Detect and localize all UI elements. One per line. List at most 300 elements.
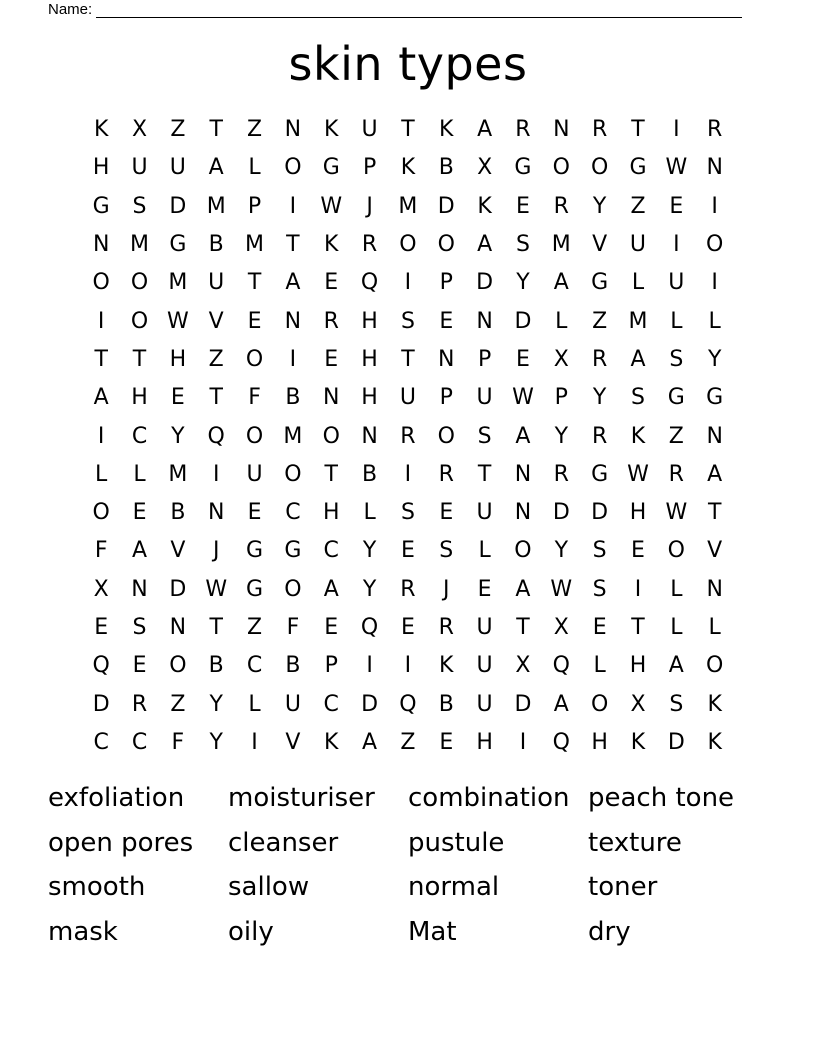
grid-letter: D — [169, 193, 187, 219]
grid-letter: I — [212, 461, 220, 487]
grid-letter: K — [707, 691, 722, 717]
grid-letter: O — [399, 232, 417, 258]
grid-letter: D — [591, 500, 609, 526]
word-bank-item: normal — [408, 872, 500, 903]
grid-letter: K — [324, 232, 339, 258]
grid-letter: R — [553, 461, 569, 487]
grid-letter: I — [97, 423, 105, 449]
grid-letter: A — [131, 538, 148, 564]
grid-letter: S — [669, 346, 684, 372]
grid-letter: H — [169, 346, 187, 372]
grid-letter: E — [247, 308, 262, 334]
grid-letter: G — [92, 193, 110, 219]
grid-letter: U — [361, 117, 378, 143]
grid-letter: U — [169, 155, 186, 181]
grid-letter: S — [592, 576, 607, 602]
grid-letter: S — [592, 538, 607, 564]
grid-letter: A — [477, 117, 493, 143]
grid-letter: T — [247, 270, 262, 296]
grid-letter: W — [550, 576, 573, 602]
grid-letter: T — [286, 232, 300, 258]
word-bank-item: mask — [48, 917, 118, 948]
grid-letter: L — [593, 653, 606, 679]
grid-letter: R — [361, 232, 378, 258]
grid-letter: G — [322, 155, 340, 181]
word-bank-item: open pores — [48, 827, 194, 858]
grid-letter: Z — [247, 615, 263, 640]
grid-letter: A — [93, 385, 109, 411]
word-bank-item: moisturiser — [228, 783, 375, 813]
grid-letter: U — [476, 615, 493, 640]
grid-letter: X — [553, 346, 569, 372]
grid-letter: S — [669, 691, 684, 717]
word-bank-item: smooth — [48, 872, 146, 903]
grid-letter: M — [168, 461, 188, 487]
grid-letter: O — [514, 538, 532, 564]
grid-letter: V — [285, 729, 301, 755]
grid-letter: M — [130, 232, 149, 258]
grid-letter: R — [591, 117, 608, 143]
grid-letter: Z — [247, 117, 263, 143]
grid-letter: Z — [668, 423, 684, 449]
grid-letter: O — [245, 346, 264, 372]
grid-letter: E — [592, 615, 607, 640]
grid-letter: O — [92, 500, 110, 526]
grid-letter: F — [171, 729, 185, 755]
grid-letter: P — [247, 193, 262, 219]
grid-letter: D — [514, 691, 532, 717]
grid-letter: A — [362, 729, 378, 755]
grid-letter: L — [670, 308, 683, 334]
grid-letter: T — [477, 461, 492, 487]
grid-letter: N — [361, 423, 378, 449]
grid-letter: H — [131, 385, 148, 411]
grid-row — [82, 571, 734, 609]
grid-letter: B — [438, 691, 454, 717]
grid-letter: Z — [208, 346, 224, 372]
grid-letter: A — [553, 691, 569, 717]
word-bank-item: sallow — [228, 872, 310, 903]
grid-letter: A — [553, 270, 569, 296]
grid-letter: L — [670, 615, 683, 640]
grid-letter: U — [476, 653, 493, 679]
grid-letter: X — [553, 615, 569, 640]
grid-letter: R — [591, 346, 608, 372]
grid-letter: Z — [400, 729, 416, 755]
grid-row — [82, 532, 734, 570]
grid-letter: M — [551, 232, 571, 258]
grid-letter: B — [170, 500, 186, 526]
grid-letter: R — [400, 576, 416, 602]
grid-letter: S — [132, 193, 147, 219]
grid-letter: W — [512, 385, 534, 411]
grid-letter: K — [630, 729, 646, 755]
grid-letter: O — [437, 232, 455, 258]
grid-letter: D — [552, 500, 570, 526]
grid-letter: I — [711, 193, 718, 219]
grid-letter: T — [132, 346, 147, 372]
grid-letter: Q — [552, 653, 570, 679]
grid-letter: N — [476, 308, 493, 334]
word-bank-item: texture — [588, 827, 682, 858]
grid-letter: Q — [360, 615, 379, 640]
grid-letter: N — [514, 500, 532, 526]
grid-row — [82, 647, 734, 685]
grid-letter: W — [627, 461, 649, 487]
grid-letter: E — [324, 270, 339, 296]
grid-row — [82, 188, 734, 226]
grid-letter: S — [132, 615, 147, 640]
grid-letter: L — [363, 500, 376, 526]
grid-letter: V — [592, 232, 608, 258]
grid-letter: D — [169, 576, 187, 602]
grid-letter: E — [669, 193, 684, 219]
grid-row — [82, 417, 734, 455]
grid-letter: H — [476, 729, 493, 755]
grid-letter: G — [591, 461, 609, 487]
grid-letter: A — [208, 155, 224, 181]
grid-letter: I — [673, 117, 680, 143]
grid-letter: L — [631, 270, 645, 296]
grid-letter: E — [247, 500, 262, 526]
grid-letter: V — [208, 308, 224, 334]
grid-letter: T — [209, 117, 223, 143]
grid-letter: B — [362, 461, 378, 487]
grid-letter: U — [246, 461, 263, 487]
grid-letter: D — [514, 308, 532, 334]
grid-letter: I — [289, 346, 297, 372]
name-label: Name: — [48, 1, 93, 18]
grid-letter: Y — [362, 538, 377, 564]
grid-letter: K — [439, 653, 454, 679]
grid-letter: L — [708, 308, 721, 334]
grid-letter: U — [476, 385, 493, 411]
grid-letter: C — [93, 729, 109, 755]
grid-letter: E — [94, 615, 109, 640]
grid-letter: E — [631, 538, 645, 564]
grid-letter: S — [439, 538, 454, 564]
grid-letter: G — [284, 538, 302, 564]
grid-letter: Q — [92, 653, 110, 679]
grid-letter: N — [323, 385, 340, 411]
grid-letter: N — [553, 117, 570, 143]
word-bank — [48, 776, 768, 955]
word-bank-item: cleanser — [228, 827, 339, 858]
grid-letter: H — [629, 653, 647, 679]
grid-letter: U — [399, 385, 416, 411]
grid-letter: B — [438, 155, 454, 181]
grid-letter: E — [400, 615, 415, 640]
grid-letter: D — [437, 193, 455, 219]
grid-letter: M — [628, 308, 648, 334]
grid-letter: H — [322, 500, 340, 526]
grid-row — [82, 111, 734, 149]
grid-letter: K — [93, 117, 109, 143]
grid-letter: T — [631, 615, 645, 640]
grid-letter: D — [476, 270, 494, 296]
grid-letter: E — [170, 385, 185, 411]
grid-letter: N — [438, 346, 455, 372]
grid-letter: K — [707, 729, 722, 755]
grid-letter: K — [324, 117, 339, 143]
grid-letter: E — [477, 576, 492, 602]
grid-letter: U — [284, 691, 301, 717]
grid-letter: T — [401, 117, 415, 143]
grid-letter: G — [591, 270, 609, 296]
grid-letter: U — [629, 232, 647, 258]
grid-letter: X — [630, 691, 646, 717]
grid-letter: O — [667, 538, 685, 564]
grid-letter: T — [209, 385, 223, 411]
grid-row — [82, 341, 734, 379]
grid-letter: W — [205, 576, 228, 602]
grid-letter: U — [208, 270, 225, 296]
grid-letter: H — [361, 346, 378, 372]
grid-letter: B — [208, 653, 224, 679]
grid-letter: P — [324, 653, 338, 679]
grid-letter: E — [132, 500, 147, 526]
grid-letter: X — [477, 155, 493, 181]
grid-letter: I — [289, 193, 297, 219]
grid-letter: N — [207, 500, 225, 526]
grid-row — [82, 494, 734, 532]
grid-letter: K — [324, 729, 339, 755]
grid-letter: Q — [360, 270, 379, 296]
grid-letter: T — [94, 346, 108, 372]
grid-row — [82, 724, 734, 762]
grid-letter: J — [443, 576, 450, 602]
grid-row — [82, 609, 734, 647]
grid-letter: W — [665, 155, 688, 181]
grid-letter: M — [168, 270, 188, 296]
grid-letter: O — [322, 423, 340, 449]
grid-letter: A — [668, 653, 684, 679]
grid-letter: E — [132, 653, 147, 679]
grid-letter: I — [404, 653, 412, 679]
grid-letter: Q — [207, 423, 225, 449]
grid-letter: X — [515, 653, 531, 679]
grid-letter: Y — [171, 423, 185, 449]
grid-letter: S — [515, 232, 530, 258]
grid-letter: V — [170, 538, 186, 564]
grid-letter: S — [477, 423, 492, 449]
grid-letter: I — [97, 308, 105, 334]
grid-letter: D — [667, 729, 685, 755]
grid-letter: G — [246, 576, 264, 602]
grid-letter: Y — [592, 385, 607, 411]
grid-letter: R — [438, 615, 454, 640]
grid-letter: Z — [630, 193, 646, 219]
word-bank-item: Mat — [408, 917, 457, 948]
word-bank-item: peach tone — [588, 783, 735, 813]
grid-letter: O — [130, 308, 149, 334]
grid-letter: H — [92, 155, 110, 181]
grid-letter: G — [667, 385, 685, 411]
grid-letter: T — [631, 117, 645, 143]
grid-letter: Y — [592, 193, 607, 219]
grid-letter: J — [366, 193, 373, 219]
grid-row — [82, 149, 734, 187]
grid-letter: C — [323, 691, 339, 717]
grid-letter: O — [706, 653, 724, 679]
name-blank-line — [96, 2, 742, 18]
grid-letter: C — [131, 729, 148, 755]
puzzle-title: skin types — [288, 37, 528, 91]
grid-letter: I — [634, 576, 642, 602]
grid-letter: P — [554, 385, 568, 411]
grid-letter: K — [630, 423, 646, 449]
grid-letter: H — [629, 500, 647, 526]
name-field — [48, 0, 742, 18]
grid-letter: C — [246, 653, 263, 679]
grid-row — [82, 379, 734, 417]
grid-letter: K — [477, 193, 492, 219]
grid-letter: H — [361, 385, 378, 411]
grid-letter: E — [324, 615, 339, 640]
grid-letter: O — [92, 270, 110, 296]
grid-letter: O — [245, 423, 264, 449]
grid-letter: W — [320, 193, 343, 219]
grid-letter: G — [629, 155, 647, 181]
grid-letter: B — [285, 653, 301, 679]
grid-letter: I — [711, 270, 718, 296]
grid-letter: M — [283, 423, 303, 449]
grid-row — [82, 456, 734, 494]
grid-letter: I — [404, 461, 412, 487]
grid-letter: D — [361, 691, 379, 717]
grid-letter: V — [707, 538, 723, 564]
grid-letter: P — [362, 155, 377, 181]
grid-letter: N — [284, 308, 302, 334]
grid-letter: Q — [399, 691, 417, 717]
grid-letter: N — [169, 615, 187, 640]
grid-letter: L — [478, 538, 491, 564]
grid-letter: F — [94, 538, 108, 564]
grid-letter: O — [552, 155, 570, 181]
grid-letter: E — [400, 538, 415, 564]
grid-letter: P — [439, 385, 453, 411]
grid-letter: N — [284, 117, 302, 143]
grid-letter: Z — [170, 691, 186, 717]
grid-letter: M — [245, 232, 265, 258]
grid-letter: S — [400, 500, 415, 526]
grid-letter: U — [476, 500, 493, 526]
grid-letter: K — [439, 117, 454, 143]
grid-letter: C — [285, 500, 301, 526]
grid-letter: L — [708, 615, 721, 640]
grid-letter: O — [437, 423, 455, 449]
grid-letter: Y — [209, 729, 223, 755]
grid-letter: L — [133, 461, 146, 487]
grid-letter: A — [515, 423, 531, 449]
grid-letter: S — [631, 385, 645, 411]
grid-letter: E — [516, 346, 530, 372]
grid-letter: L — [248, 155, 261, 181]
grid-letter: T — [707, 500, 722, 526]
grid-letter: R — [668, 461, 684, 487]
grid-letter: C — [323, 538, 339, 564]
grid-letter: N — [92, 232, 110, 258]
grid-letter: A — [285, 270, 301, 296]
grid-letter: B — [285, 385, 301, 411]
grid-letter: A — [477, 232, 493, 258]
grid-letter: I — [519, 729, 527, 755]
grid-letter: I — [366, 653, 373, 679]
grid-letter: U — [131, 155, 148, 181]
grid-letter: O — [169, 653, 187, 679]
grid-letter: I — [251, 729, 258, 755]
grid-letter: Y — [554, 423, 569, 449]
grid-letter: J — [212, 538, 220, 564]
grid-letter: L — [95, 461, 108, 487]
grid-letter: G — [169, 232, 187, 258]
grid-letter: S — [400, 308, 415, 334]
grid-letter: R — [553, 193, 569, 219]
grid-letter: E — [439, 729, 454, 755]
grid-letter: W — [166, 308, 189, 334]
grid-letter: E — [439, 308, 454, 334]
grid-row — [82, 302, 734, 340]
grid-letter: N — [706, 155, 723, 181]
grid-letter: Q — [552, 729, 570, 755]
grid-letter: P — [439, 270, 453, 296]
grid-letter: W — [665, 500, 688, 526]
grid-letter: R — [323, 308, 339, 334]
grid-letter: A — [515, 576, 531, 602]
grid-letter: X — [93, 576, 109, 602]
grid-letter: R — [400, 423, 416, 449]
grid-letter: I — [404, 270, 412, 296]
grid-letter: T — [324, 461, 338, 487]
letter-grid — [82, 111, 734, 762]
word-bank-item: combination — [408, 783, 570, 813]
grid-row — [82, 685, 734, 723]
grid-letter: L — [670, 576, 683, 602]
grid-letter: U — [668, 270, 685, 296]
grid-letter: M — [398, 193, 418, 219]
grid-letter: O — [284, 461, 302, 487]
grid-letter: Y — [362, 576, 377, 602]
grid-letter: N — [514, 461, 532, 487]
grid-letter: X — [131, 117, 148, 143]
word-bank-item: toner — [588, 872, 658, 903]
grid-letter: A — [630, 346, 646, 372]
grid-letter: L — [555, 308, 568, 334]
grid-letter: Z — [170, 117, 186, 143]
grid-letter: U — [476, 691, 493, 717]
grid-letter: B — [208, 232, 224, 258]
grid-letter: O — [284, 576, 302, 602]
grid-letter: O — [706, 232, 724, 258]
grid-letter: I — [673, 232, 680, 258]
grid-letter: P — [477, 346, 492, 372]
grid-letter: A — [323, 576, 339, 602]
grid-letter: Y — [554, 538, 569, 564]
word-bank-item: oily — [228, 917, 274, 948]
word-bank-item: exfoliation — [48, 783, 185, 813]
grid-letter: K — [400, 155, 416, 181]
grid-letter: N — [131, 576, 148, 602]
grid-letter: R — [438, 461, 454, 487]
word-bank-item: dry — [588, 917, 631, 948]
grid-letter: L — [248, 691, 261, 717]
grid-letter: F — [248, 385, 261, 411]
grid-row — [82, 226, 734, 264]
grid-letter: Z — [592, 308, 608, 334]
grid-letter: R — [131, 691, 148, 717]
grid-letter: G — [246, 538, 264, 564]
grid-letter: M — [206, 193, 226, 219]
